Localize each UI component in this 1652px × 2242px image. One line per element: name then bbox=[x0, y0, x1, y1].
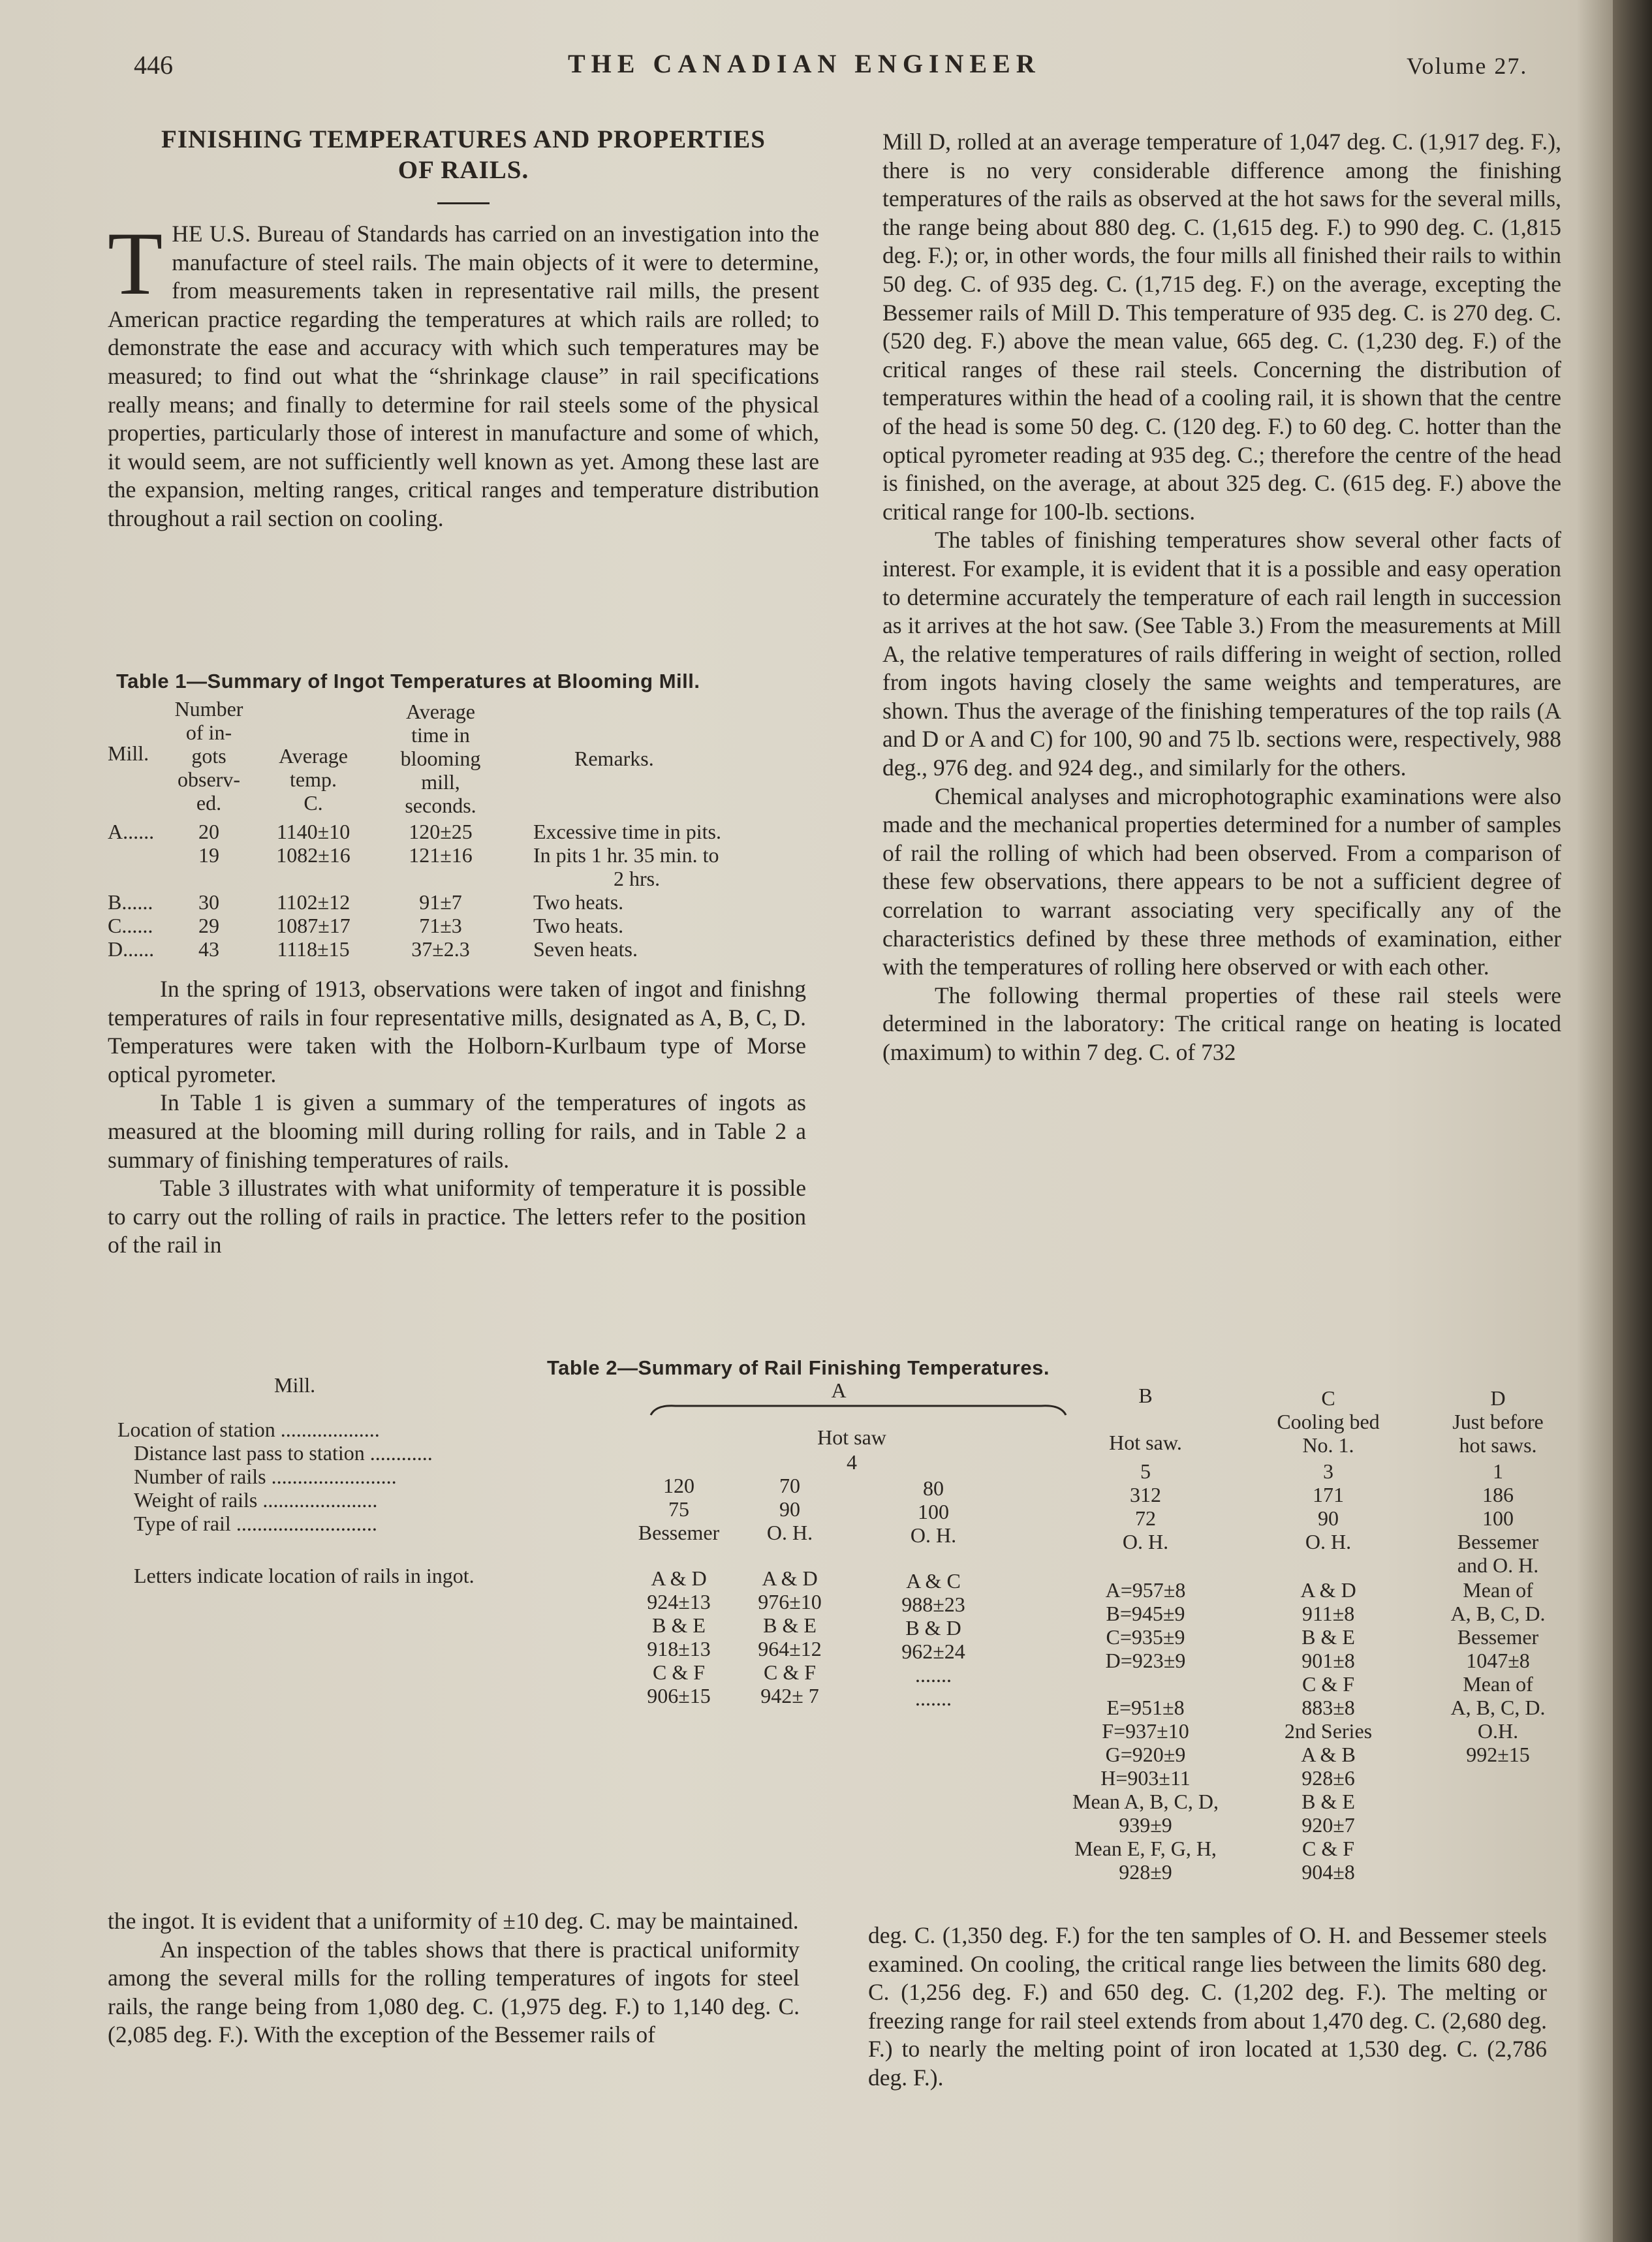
table2-c-weight: 90 bbox=[1318, 1506, 1339, 1530]
table2-b-location: Hot saw. bbox=[1109, 1431, 1182, 1454]
table2-a-location: Hot saw bbox=[817, 1425, 886, 1449]
table2-d-weight: 100 bbox=[1482, 1506, 1514, 1530]
table1-row-n: 29 bbox=[198, 914, 219, 937]
article-title: FINISHING TEMPERATURES AND PROPERTIES OF RAILS. bbox=[161, 125, 766, 184]
volume-label: Volume 27. bbox=[1407, 53, 1528, 79]
table1-row-mill: B...... bbox=[108, 890, 153, 914]
page-number: 446 bbox=[134, 50, 173, 80]
table2-row-label: Number of rails ........................ bbox=[134, 1465, 397, 1488]
table1-row-remarks: Excessive time in pits. bbox=[533, 820, 721, 843]
table1-row-n: 19 bbox=[198, 843, 219, 867]
table2-b-type: O. H. bbox=[1122, 1530, 1169, 1553]
paragraph: deg. C. (1,350 deg. F.) for the ten samples of O. H. and Bessemer steels examined. On cooling, the critical range lies between the limits 680 deg. C. (1,256 deg. F.) and 650 deg. C. (1,202 deg. F.). The melting or freezing range for rail steel extends from about 1,470 deg. C. (2,680 deg. F.) to nearly the melting point of iron located at 1,530 deg. C. (2,786 deg. F.). bbox=[868, 1922, 1547, 2091]
table1-header-remarks: Remarks. bbox=[574, 747, 654, 770]
table2-a-distance: 4 bbox=[847, 1450, 857, 1474]
table2-mill-d-label: D bbox=[1490, 1386, 1506, 1410]
paragraph: The tables of finishing temperatures show several other facts of interest. For example, it is evident that it is a possible and easy operation to determine accurately the temperature of each rail length in succession as it arrives at the hot saw. (See Table 3.) From the measurements at Mill A, the relative temperatures of rails differing in weight of section, rolled from ingots having closely the same weights and temperatures, are shown. Thus the average of the finishing temperatures of the top rails (A and D or A and C) for 100, 90 and 75 lb. sections were, respectively, 988 deg., 976 deg. and 924 deg., and similarly for the others. bbox=[882, 527, 1561, 781]
table2-a1-value: A & D 924±13 B & E 918±13 C & F 906±15 bbox=[647, 1566, 711, 1707]
table2-a1-number: 120 bbox=[663, 1474, 694, 1497]
intro-paragraph: THE U.S. Bureau of Standards has carried on an investigation into the manufacture of steel rails. The main objects of it were to determine, from measurements taken in representative rail mills, the present American practice regarding the temperatures at which rails are rolled; to demonstrate the ease and accuracy with which such temperatures may be measured; to find out what the “shrinkage clause” in rail specifications really means; and finally to determine for rail steels some of the physical properties, particularly those of interest in manufacture and some of which, it would seem, are not sufficiently well known as yet. Among these last are the expansion, melting ranges, critical ranges and temperature distribution throughout a rail section on cooling. bbox=[108, 213, 819, 531]
table2-mill-a-label: A bbox=[831, 1378, 847, 1402]
bottom-right-column bbox=[868, 1922, 1547, 2093]
table1-row-n: 20 bbox=[198, 820, 219, 843]
table2-caption: Table 2—Summary of Rail Finishing Temperatures. bbox=[547, 1356, 1050, 1379]
table2-a2-weight: 90 bbox=[779, 1497, 800, 1521]
paragraph: In Table 1 is given a summary of the temperatures of ingots as measured at the blooming mill during rolling for rails, and in Table 2 a summary of finishing temperatures of rails. bbox=[108, 1089, 806, 1173]
table2-a3-weight: 100 bbox=[918, 1500, 949, 1523]
table1-row-temp: 1140±10 bbox=[276, 820, 351, 843]
table2-c-distance: 3 bbox=[1323, 1459, 1333, 1483]
table2-a3-number: 80 bbox=[923, 1476, 944, 1500]
table2-row-label: Letters indicate location of rails in ingot. bbox=[134, 1564, 475, 1587]
paragraph: Chemical analyses and microphotographic examinations were also made and the mechanical properties determined for a number of samples of rail the rolling of which had been observed. From a comparison of these few observations, there appears to be not a sufficient degree of correlation to warrant associating very specifically any of the characteristics defined by these three methods of examination, either with the temperatures of rolling here observed or with each other. bbox=[882, 783, 1561, 980]
table2-row-label: Distance last pass to station ............ bbox=[134, 1441, 433, 1465]
table2-b-weight: 72 bbox=[1135, 1506, 1156, 1530]
left-column-lower bbox=[108, 975, 806, 1260]
table2-c-type: O. H. bbox=[1305, 1530, 1352, 1553]
table2-a2-value: A & D 976±10 B & E 964±12 C & F 942± 7 bbox=[758, 1566, 822, 1707]
table1-row-remarks: Two heats. bbox=[533, 890, 624, 914]
table1-row-time: 37±2.3 bbox=[411, 937, 470, 961]
table2-a2-number: 70 bbox=[779, 1474, 800, 1497]
table2-d-number: 186 bbox=[1482, 1483, 1514, 1506]
table1-row-temp: 1118±15 bbox=[277, 937, 350, 961]
paragraph: Table 3 illustrates with what uniformity of temperature it is possible to carry out the rolling of rails in practice. The letters refer to the position of the rail in bbox=[108, 1175, 806, 1258]
table1-row-mill: C...... bbox=[108, 914, 153, 937]
table1-row-n: 43 bbox=[198, 937, 219, 961]
table2-mill-b-label: B bbox=[1138, 1384, 1153, 1407]
table1-row-temp: 1082±16 bbox=[276, 843, 351, 867]
paragraph: The following thermal properties of these rail steels were determined in the laboratory: The critical range on heating is located (maximum) to within 7 deg. C. of 732 bbox=[882, 982, 1561, 1065]
running-header bbox=[0, 47, 1566, 86]
table1-row-mill: D...... bbox=[108, 937, 155, 961]
table1-row-remarks: In pits 1 hr. 35 min. to bbox=[533, 843, 719, 867]
paragraph: In the spring of 1913, observations were taken of ingot and finishng temperatures of rails in four representative mills, designated as A, B, C, D. Temperatures were taken with the Holborn-Kurlbaum type of Morse optical pyrometer. bbox=[108, 976, 806, 1087]
table1-row-mill: A...... bbox=[108, 820, 155, 843]
table2-mill-label: Mill. bbox=[274, 1373, 316, 1397]
table1-header-number: Number of in- gots observ- ed. bbox=[174, 697, 243, 815]
right-column bbox=[882, 128, 1561, 1067]
drop-cap: T bbox=[108, 213, 163, 313]
table2-row-label: Location of station ................... bbox=[117, 1418, 380, 1441]
table2-d-type: Bessemer and O. H. bbox=[1457, 1530, 1539, 1577]
table1-row-temp: 1102±12 bbox=[276, 890, 351, 914]
table2-d-distance: 1 bbox=[1493, 1459, 1503, 1483]
table2-c-values: A & D 911±8 B & E 901±8 C & F 883±8 2nd Series A & B 928±6 B & E 920±7 C & F 904±8 bbox=[1284, 1578, 1373, 1884]
table2-b-number: 312 bbox=[1130, 1483, 1161, 1506]
table1-caption: Table 1—Summary of Ingot Temperatures at Blooming Mill. bbox=[116, 670, 700, 693]
table1-header-avg-time: Average time in blooming mill, seconds. bbox=[400, 700, 481, 817]
table2-mill-a-brace bbox=[649, 1403, 1067, 1416]
paragraph: Mill D, rolled at an average temperature of 1,047 deg. C. (1,917 deg. F.), there is no very considerable difference among the finishing temperatures of the rails as observed at the hot saws for the several mills, the range being about 880 deg. C. (1,615 deg. F.) to 990 deg. C. (1,815 deg. F.); or, in other words, the four mills all finished their rails to within 50 deg. C. of 935 deg. C. (1,715 deg. F.) on the average, excepting the Bessemer rails of Mill D. This temperature of 935 deg. C. is 270 deg. C. (520 deg. F.) above the mean value, 665 deg. C. (1,230 deg. F.) of the critical ranges of these rail steels. Concerning the distribution of temperatures within the head of a cooling rail, it is shown that the centre of the head is some 50 deg. C. (120 deg. F.) to 60 deg. C. hotter than the optical pyrometer reading at 935 deg. C.; therefore the centre of the head is finished, on the average, at about 325 deg. C. (615 deg. F.) above the critical range for 100-lb. sections. bbox=[882, 129, 1561, 525]
table2-a2-type: O. H. bbox=[766, 1521, 813, 1544]
table2-a1-weight: 75 bbox=[668, 1497, 689, 1521]
table2-row-label: Weight of rails ...................... bbox=[134, 1488, 378, 1512]
book-edge bbox=[1613, 0, 1652, 2242]
table2-d-values: Mean of A, B, C, D. Bessemer 1047±8 Mean of A, B, C, D. O.H. 992±15 bbox=[1450, 1578, 1546, 1766]
table2 bbox=[108, 1371, 1570, 1919]
table1-row-remarks: 2 hrs. bbox=[614, 867, 661, 890]
table1-row-remarks: Two heats. bbox=[533, 914, 624, 937]
table2-d-location: Just before hot saws. bbox=[1452, 1410, 1544, 1457]
table1-row-n: 30 bbox=[198, 890, 219, 914]
table2-b-distance: 5 bbox=[1140, 1459, 1151, 1483]
paragraph: An inspection of the tables shows that there is practical uniformity among the several mills for the rolling temperatures of ingots for steel rails, the range being from 1,080 deg. C. (1,975 deg. F.) to 1,140 deg. C. (2,085 deg. F.). With the exception of the Bessemer rails of bbox=[108, 1936, 800, 2048]
table1-row-temp: 1087±17 bbox=[276, 914, 351, 937]
table2-a3-type: O. H. bbox=[910, 1523, 957, 1547]
table1-header-avg-temp: Average temp. C. bbox=[279, 744, 348, 815]
table2-a3-value: A & C 988±23 B & D 962±24 ....... ....... bbox=[901, 1569, 965, 1710]
table2-mill-c-label: C bbox=[1321, 1386, 1335, 1410]
table2-row-label: Type of rail ........................... bbox=[134, 1512, 377, 1535]
table1-row-remarks: Seven heats. bbox=[533, 937, 638, 961]
bottom-left-column bbox=[108, 1907, 800, 2049]
title-rule bbox=[437, 202, 490, 204]
paragraph: the ingot. It is evident that a uniformity of ±10 deg. C. may be maintained. bbox=[108, 1908, 799, 1934]
table1-row-time: 121±16 bbox=[409, 843, 473, 867]
table2-c-number: 171 bbox=[1313, 1483, 1344, 1506]
table1-row-time: 91±7 bbox=[419, 890, 462, 914]
table2-c-location: Cooling bed No. 1. bbox=[1277, 1410, 1380, 1457]
left-column bbox=[108, 124, 819, 533]
table1-header-mill: Mill. bbox=[108, 741, 149, 765]
journal-title: THE CANADIAN ENGINEER bbox=[568, 49, 1041, 78]
table2-a1-type: Bessemer bbox=[638, 1521, 720, 1544]
table1-row-time: 120±25 bbox=[409, 820, 473, 843]
table1-row-time: 71±3 bbox=[419, 914, 462, 937]
table2-b-values: A=957±8 B=945±9 C=935±9 D=923±9 E=951±8 F=937±10 G=920±9 H=903±11 Mean A, B, C, D, 939±9 Mean E, F, G, H, 928±9 bbox=[1072, 1578, 1219, 1884]
table1 bbox=[108, 697, 826, 971]
